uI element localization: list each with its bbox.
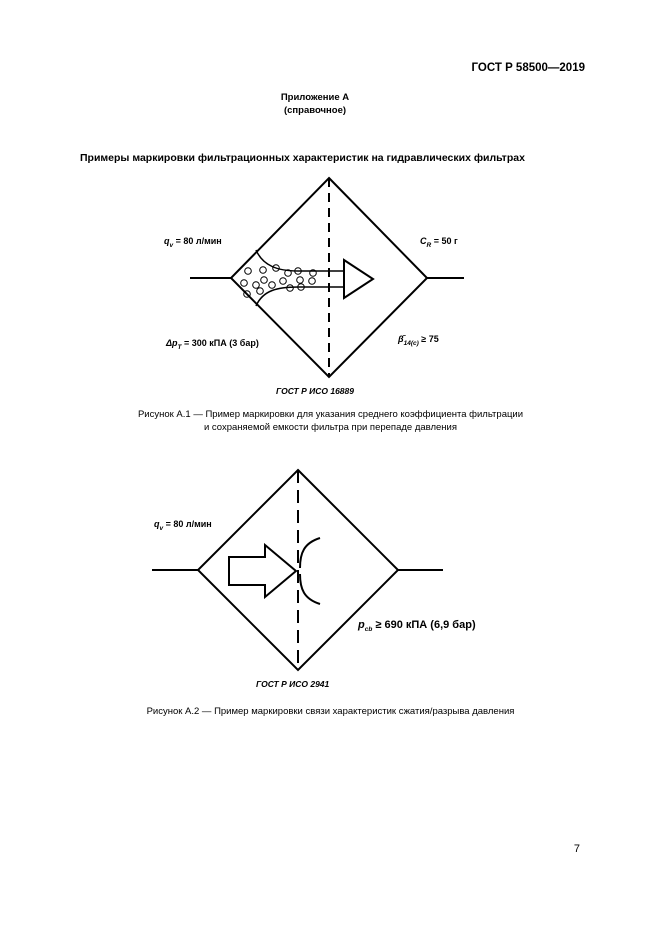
fig1-beta-ratio-label: $\betā_{14(c)} \ge 75$ [398,334,439,347]
annex-title: Приложение А [280,92,350,103]
fig1-standard-reference: ГОСТ Р ИСО 16889 [276,386,354,396]
burst-curve-upper [300,538,320,568]
fig1-capacity-label: $C_R = 50$ г [420,236,458,249]
fig2-pressure-label: $p_{cb} \ge 690$ кПА (6,9 бар) [358,619,476,633]
fig1-pressure-drop-label: $\Delta p_T = 300$ кПА (3 бар) [166,338,259,351]
fig2-standard-reference: ГОСТ Р ИСО 2941 [256,679,330,689]
burst-curve-lower [300,574,320,604]
section-heading: Примеры маркировки фильтрационных характеристик на гидравлических фильтрах [80,152,525,164]
figure-a1-caption-line2: и сохраняемой емкости фильтра при перепаде давления [203,422,457,433]
fig1-flow-label: $q_v = 80$ л/мин [164,236,222,249]
figure-a2-caption: Рисунок А.2 — Пример маркировки связи характеристик сжатия/разрыва давления [146,706,515,717]
standard-designation: ГОСТ Р 58500—2019 [471,62,585,74]
flow-arrow [229,545,296,597]
annex-type: (справочное) [283,105,347,116]
page-number: 7 [573,843,580,855]
figure-a1-caption-line1: Рисунок А.1 — Пример маркировки для указания среднего коэффициента фильтрации [137,409,524,420]
fig2-flow-label: $q_v = 80$ л/мин [154,519,212,532]
